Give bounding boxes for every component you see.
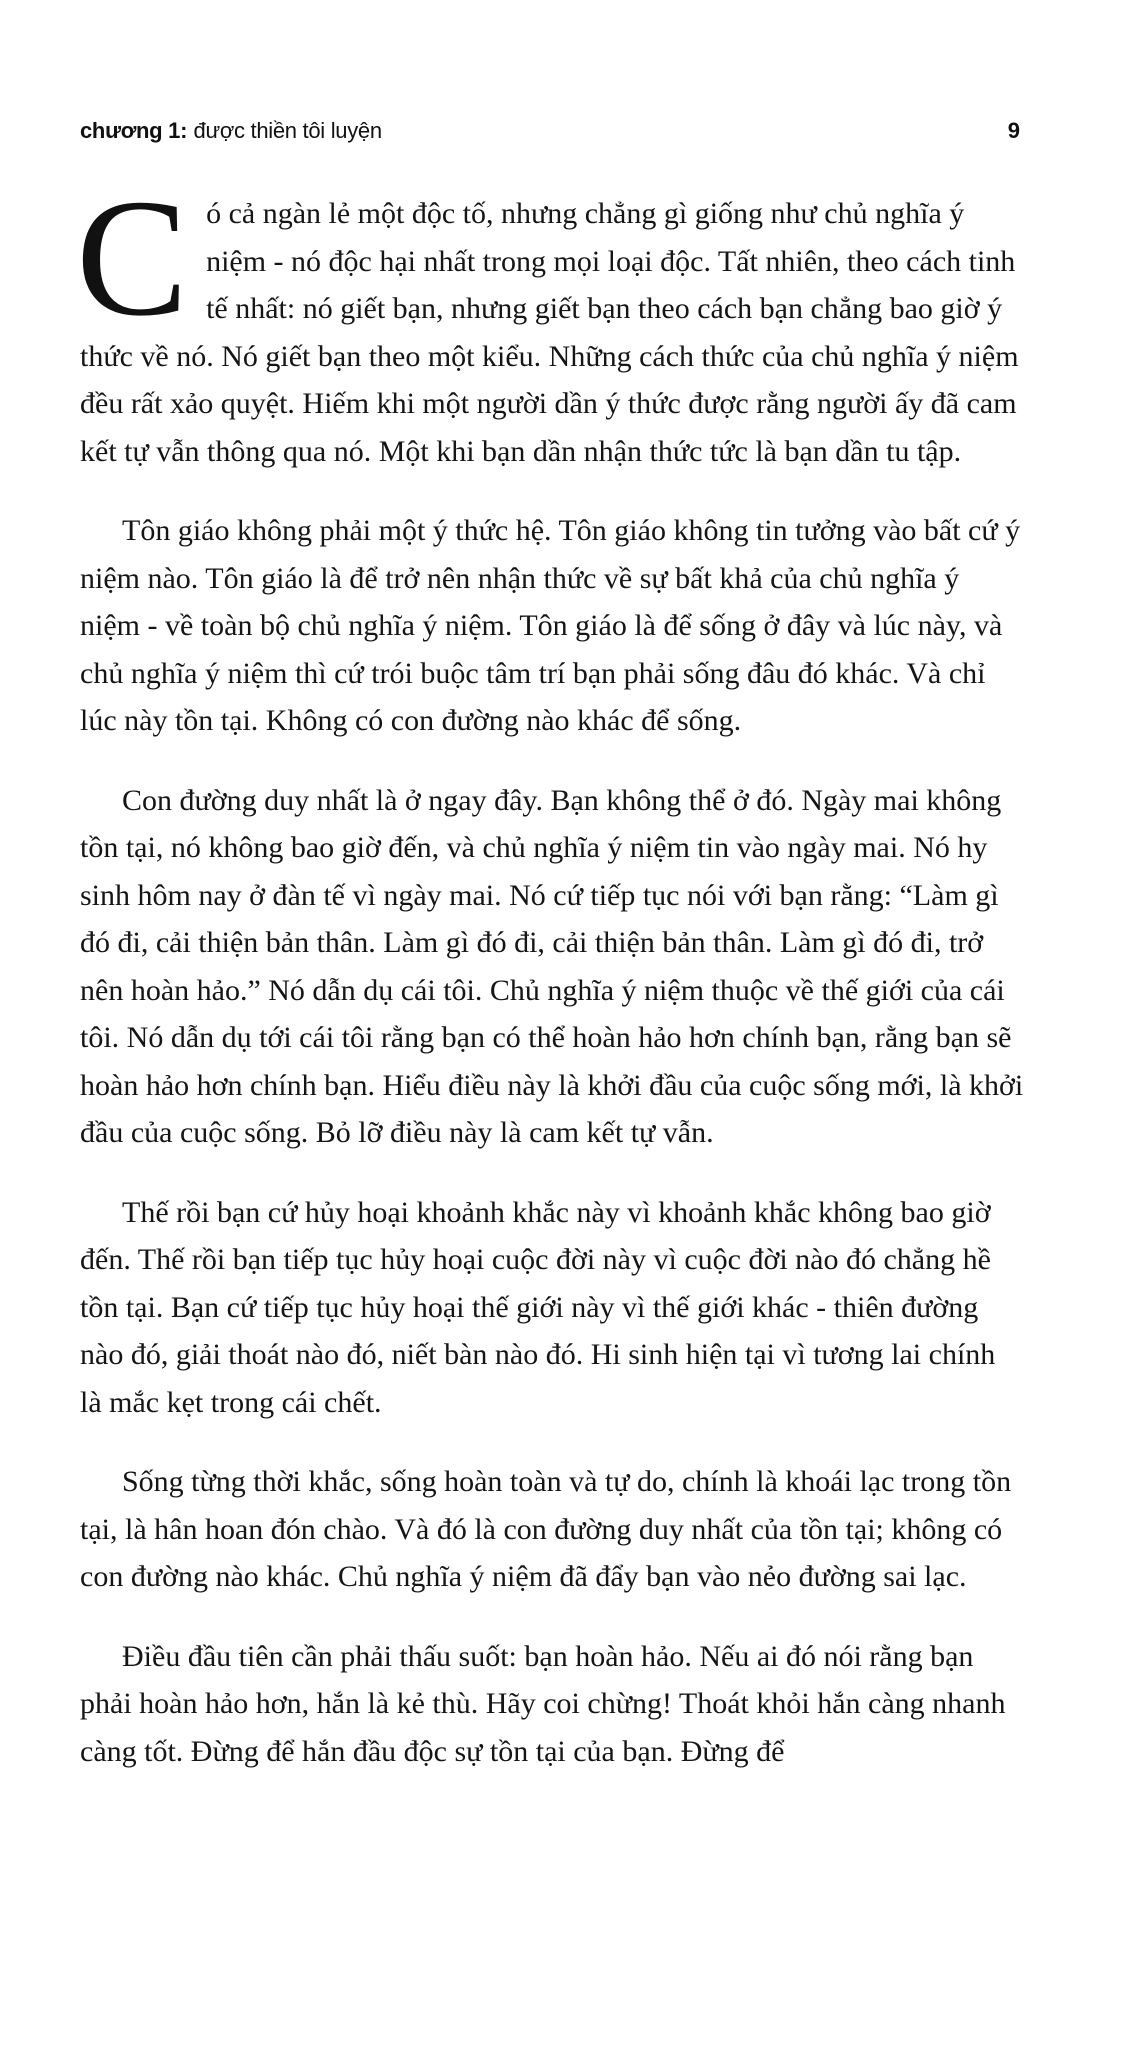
paragraph-text: ó cả ngàn lẻ một độc tố, nhưng chẳng gì giống như chủ nghĩa ý niệm - nó độc hại nhất trong mọi loại độc. Tất nhiên, theo cách tinh tế nhất: nó giết bạn, nhưng giết bạn theo cách bạn chẳng bao giờ ý thức về nó. Nó giết bạn theo một kiểu. Những cách thức của chủ nghĩa ý niệm đều rất xảo quyệt. Hiếm khi một người dần ý thức được rằng người ấy đã cam kết tự vẫn thông qua nó. Một khi bạn dần nhận thức tức là bạn dần tu tập. <box>80 197 1019 468</box>
paragraph: Điều đầu tiên cần phải thấu suốt: bạn hoàn hảo. Nếu ai đó nói rằng bạn phải hoàn hảo hơn, hắn là kẻ thù. Hãy coi chừng! Thoát khỏi hắn càng nhanh càng tốt. Đừng để hắn đầu độc sự tồn tại của bạn. Đừng để <box>80 1639 1006 1768</box>
chapter-separator: : <box>180 118 188 143</box>
paragraph: Con đường duy nhất là ở ngay đây. Bạn không thể ở đó. Ngày mai không tồn tại, nó không bao giờ đến, và chủ nghĩa ý niệm tin vào ngày mai. Nó hy sinh hôm nay ở đàn tế vì ngày mai. Nó cứ tiếp tục nói với bạn rằng: “Làm gì đó đi, cải thiện bản thân. Làm gì đó đi, cải thiện bản thân. Làm gì đó đi, trở nên hoàn hảo.” Nó dẫn dụ cái tôi. Chủ nghĩa ý niệm thuộc về thế giới của cái tôi. Nó dẫn dụ tới cái tôi rằng bạn có thể hoàn hảo hơn chính bạn, rằng bạn sẽ hoàn hảo hơn chính bạn. Hiểu điều này là khởi đầu của cuộc sống mới, là khởi đầu của cuộc sống. Bỏ lỡ điều này là cam kết tự vẫn. <box>80 783 1024 1149</box>
drop-cap: C <box>76 165 189 351</box>
body-text <box>76 165 1024 1807</box>
chapter-label: chương 1 <box>80 118 181 143</box>
paragraph <box>76 165 1024 475</box>
paragraph: Tôn giáo không phải một ý thức hệ. Tôn giáo không tin tưởng vào bất cứ ý niệm nào. Tôn giáo là để trở nên nhận thức về sự bất khả của chủ nghĩa ý niệm - về toàn bộ chủ nghĩa ý niệm. Tôn giáo là để sống ở đây và lúc này, và chủ nghĩa ý niệm thì cứ trói buộc tâm trí bạn phải sống đâu đó khác. Và chỉ lúc này tồn tại. Không có con đường nào khác để sống. <box>80 514 1021 737</box>
paragraph: Thế rồi bạn cứ hủy hoại khoảnh khắc này vì khoảnh khắc không bao giờ đến. Thế rồi bạn tiếp tục hủy hoại cuộc đời này vì cuộc đời nào đó chẳng hề tồn tại. Bạn cứ tiếp tục hủy hoại thế giới này vì thế giới khác - thiên đường nào đó, giải thoát nào đó, niết bàn nào đó. Hi sinh hiện tại vì tương lai chính là mắc kẹt trong cái chết. <box>80 1195 996 1419</box>
running-header <box>80 118 1020 158</box>
page-number: 9 <box>1007 118 1020 143</box>
paragraph: Sống từng thời khắc, sống hoàn toàn và tự do, chính là khoái lạc trong tồn tại, là hân hoan đón chào. Và đó là con đường duy nhất của tồn tại; không có con đường nào khác. Chủ nghĩa ý niệm đã đẩy bạn vào nẻo đường sai lạc. <box>80 1465 1012 1593</box>
chapter-title: được thiền tôi luyện <box>193 118 382 143</box>
